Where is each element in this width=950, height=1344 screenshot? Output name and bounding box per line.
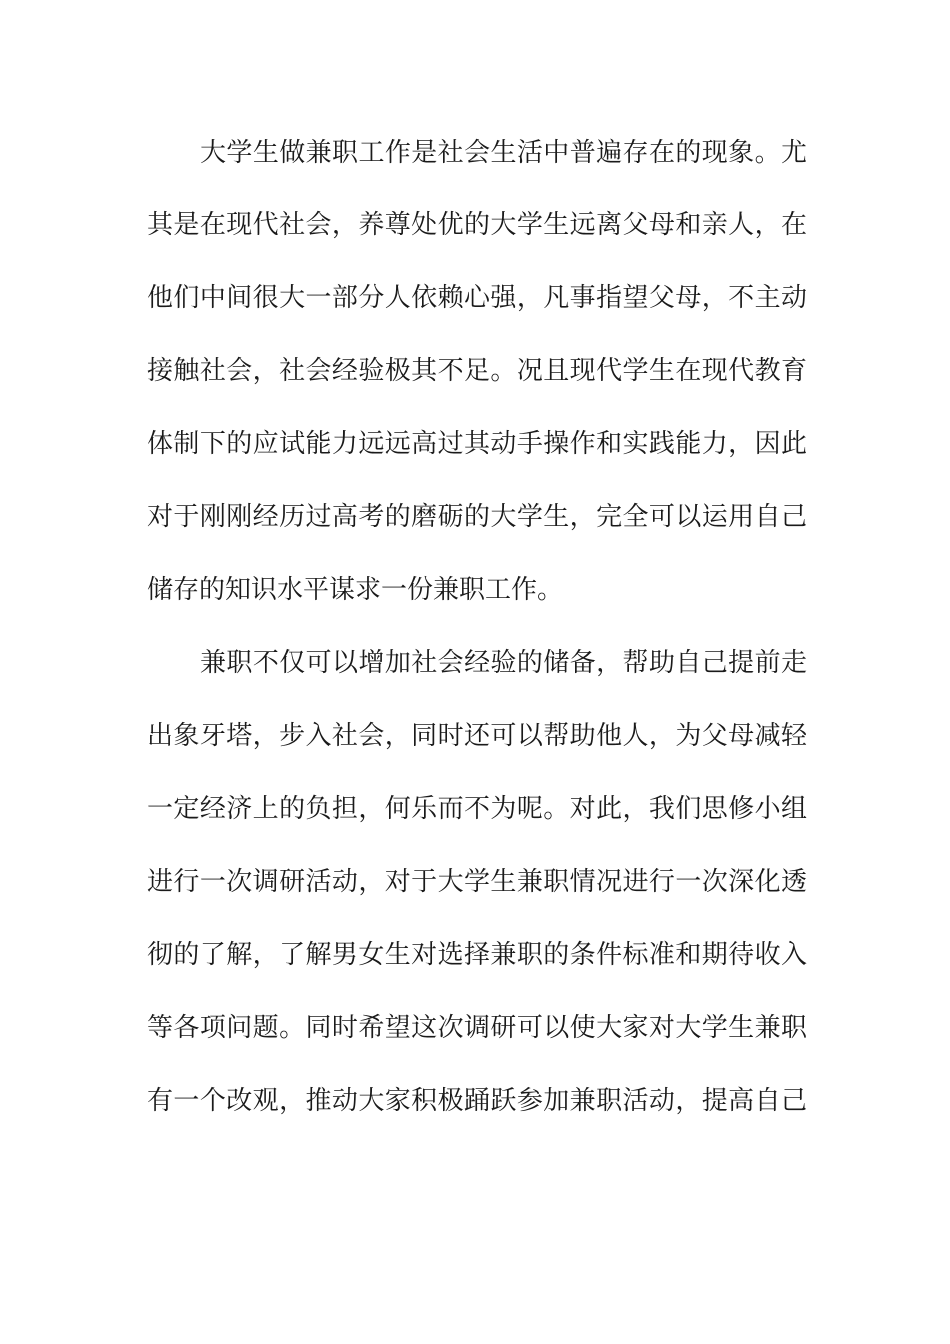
paragraph-2-line-6: 等各项问题。同时希望这次调研可以使大家对大学生兼职 — [147, 1013, 807, 1043]
paragraph-1-line-3: 他们中间很大一部分人依赖心强，凡事指望父母，不主动 — [147, 283, 807, 313]
paragraph-2-line-5: 彻的了解，了解男女生对选择兼职的条件标准和期待收入 — [147, 940, 807, 970]
paragraph-2-line-2: 出象牙塔，步入社会，同时还可以帮助他人，为父母减轻 — [147, 721, 807, 751]
paragraph-2-line-3: 一定经济上的负担，何乐而不为呢。对此，我们思修小组 — [147, 794, 807, 824]
paragraph-1-line-1: 大学生做兼职工作是社会生活中普遍存在的现象。尤 — [200, 138, 807, 168]
paragraph-1-line-7: 储存的知识水平谋求一份兼职工作。 — [147, 575, 564, 605]
paragraph-1-line-4: 接触社会，社会经验极其不足。况且现代学生在现代教育 — [147, 356, 807, 386]
paragraph-1-line-2: 其是在现代社会，养尊处优的大学生远离父母和亲人，在 — [147, 210, 807, 240]
paragraph-2-line-1: 兼职不仅可以增加社会经验的储备，帮助自己提前走 — [200, 648, 807, 678]
paragraph-1-line-6: 对于刚刚经历过高考的磨砺的大学生，完全可以运用自己 — [147, 502, 807, 532]
paragraph-1-line-5: 体制下的应试能力远远高过其动手操作和实践能力，因此 — [147, 429, 807, 459]
paragraph-2-line-7: 有一个改观，推动大家积极踊跃参加兼职活动，提高自己 — [147, 1086, 807, 1116]
paragraph-2-line-4: 进行一次调研活动，对于大学生兼职情况进行一次深化透 — [147, 867, 807, 897]
